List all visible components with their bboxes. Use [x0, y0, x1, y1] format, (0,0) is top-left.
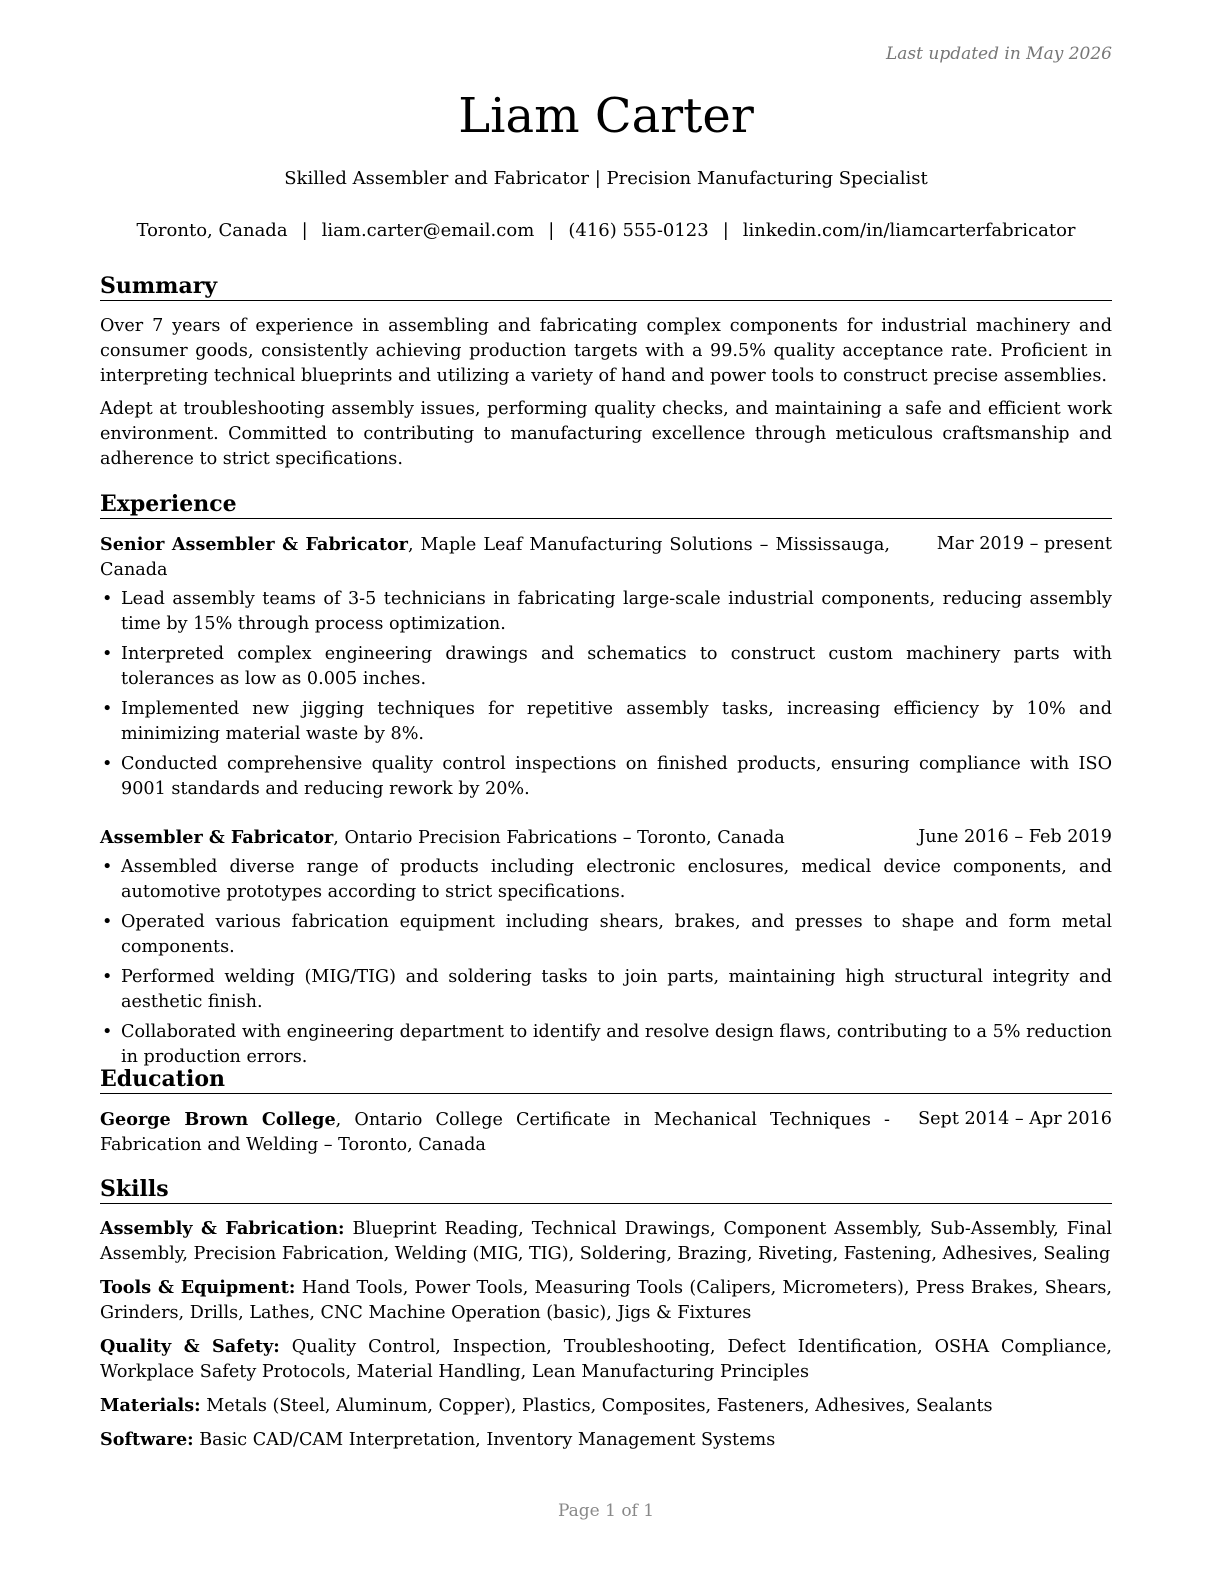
skill-category: Materials: — [100, 1395, 201, 1416]
job-bullets — [100, 587, 1112, 802]
skill-category: Software: — [100, 1429, 194, 1450]
candidate-name: Liam Carter — [458, 88, 754, 144]
bullet-icon: • — [102, 1022, 113, 1042]
job-bullets — [100, 855, 1112, 1070]
skill-category: Assembly & Fabrication: — [100, 1218, 345, 1239]
list-item — [100, 587, 1112, 637]
summary-section — [100, 314, 1112, 472]
bullet-text: Assembled diverse range of products including electronic enclosures, medical device components, and automotive prototypes according to strict specifications. — [121, 857, 1112, 902]
list-item — [100, 910, 1112, 960]
bullet-text: Operated various fabrication equipment including shears, brakes, and presses to shape and form metal components. — [121, 912, 1112, 957]
job-entry — [100, 532, 1112, 807]
contact-line — [100, 218, 1112, 244]
list-item — [100, 752, 1112, 802]
education-header — [100, 1107, 1112, 1158]
contact-location: Toronto, Canada — [136, 220, 288, 241]
list-item — [100, 697, 1112, 747]
contact-linkedin[interactable]: linkedin.com/in/liamcarterfabricator — [742, 220, 1076, 241]
bullet-text: Lead assembly teams of 3-5 technicians in fabricating large-scale industrial components, reducing assembly time by 15% through process optimization. — [121, 589, 1112, 634]
job-company: , Maple Leaf Manufacturing Solutions – Mississauga, Canada — [100, 535, 890, 580]
school-name: George Brown College — [100, 1109, 336, 1130]
list-item — [100, 855, 1112, 905]
last-updated-note: Last updated in May 2026 — [885, 44, 1112, 64]
summary-paragraph: Adept at troubleshooting assembly issues, performing quality checks, and maintaining a safe and efficient work environment. Committed to contributing to manufacturing excellence through meticulous craftsmanship and adherence to strict specifications. — [100, 399, 1112, 469]
skill-row — [100, 1427, 1112, 1453]
bullet-icon: • — [102, 912, 113, 932]
skill-list: Basic CAD/CAM Interpretation, Inventory Management Systems — [193, 1430, 776, 1450]
list-item — [100, 965, 1112, 1015]
education-entry — [100, 1107, 1112, 1158]
bullet-icon: • — [102, 589, 113, 609]
contact-separator: | — [301, 220, 308, 241]
section-title-education: Education — [100, 1065, 1112, 1094]
bullet-icon: • — [102, 967, 113, 987]
skill-list: Quality Control, Inspection, Troubleshooting, Defect Identification, OSHA Compliance, Workplace Safety Protocols, Material Handling, Lean Manufacturing Principles — [100, 1337, 1112, 1382]
contact-email[interactable]: liam.carter@email.com — [321, 220, 535, 241]
skill-list: Metals (Steel, Aluminum, Copper), Plastics, Composites, Fasteners, Adhesives, Sealants — [200, 1396, 993, 1416]
contact-phone[interactable]: (416) 555-0123 — [568, 220, 709, 241]
job-company: , Ontario Precision Fabrications – Toronto, Canada — [333, 828, 785, 848]
bullet-text: Conducted comprehensive quality control inspections on finished products, ensuring compliance with ISO 9001 standards and reducing rework by 20%. — [121, 754, 1112, 799]
bullet-text: Interpreted complex engineering drawings and schematics to construct custom machinery parts with tolerances as low as 0.005 inches. — [121, 644, 1112, 689]
job-entry — [100, 825, 1112, 1075]
bullet-icon: • — [102, 754, 113, 774]
section-title-experience: Experience — [100, 490, 1112, 519]
bullet-text: Collaborated with engineering department to identify and resolve design flaws, contributing to a 5% reduction in production errors. — [121, 1022, 1112, 1067]
skill-row — [100, 1275, 1112, 1326]
section-title-summary: Summary — [100, 272, 1112, 301]
education-dates: Sept 2014 – Apr 2016 — [918, 1109, 1112, 1129]
summary-paragraph: Over 7 years of experience in assembling and fabricating complex components for industrial machinery and consumer goods, consistently achieving production targets with a 99.5% quality acceptance rate. Proficient in interpreting technical blueprints and utilizing a variety of hand and power tools to construct precise assemblies. — [100, 316, 1112, 386]
skill-row — [100, 1216, 1112, 1267]
list-item — [100, 642, 1112, 692]
skill-category: Quality & Safety: — [100, 1336, 280, 1357]
section-title-skills: Skills — [100, 1175, 1112, 1204]
bullet-icon: • — [102, 857, 113, 877]
job-dates: Mar 2019 – present — [936, 534, 1112, 554]
bullet-text: Performed welding (MIG/TIG) and soldering tasks to join parts, maintaining high structural integrity and aesthetic finish. — [121, 967, 1112, 1012]
job-role: Assembler & Fabricator — [100, 827, 334, 848]
skill-row — [100, 1334, 1112, 1385]
headline: Skilled Assembler and Fabricator | Precision Manufacturing Specialist — [284, 168, 928, 189]
skill-row — [100, 1393, 1112, 1419]
job-header — [100, 532, 1112, 583]
page-number: Page 1 of 1 — [557, 1501, 655, 1521]
skill-list: Blueprint Reading, Technical Drawings, Component Assembly, Sub-Assembly, Final Assembly, Precision Fabrication, Welding (MIG, TIG), Soldering, Brazing, Riveting, Fastening, Adhesives, Sealing — [100, 1219, 1112, 1264]
job-dates: June 2016 – Feb 2019 — [918, 827, 1112, 847]
skill-category: Tools & Equipment: — [100, 1277, 296, 1298]
contact-separator: | — [722, 220, 729, 241]
skill-list: Hand Tools, Power Tools, Measuring Tools (Calipers, Micrometers), Press Brakes, Shears, Grinders, Drills, Lathes, CNC Machine Operation (basic), Jigs & Fixtures — [100, 1278, 1112, 1323]
list-item — [100, 1020, 1112, 1070]
job-role: Senior Assembler & Fabricator — [100, 534, 408, 555]
bullet-text: Implemented new jigging techniques for repetitive assembly tasks, increasing efficiency by 10% and minimizing material waste by 8%. — [121, 699, 1112, 744]
bullet-icon: • — [102, 644, 113, 664]
contact-separator: | — [548, 220, 555, 241]
bullet-icon: • — [102, 699, 113, 719]
job-header — [100, 825, 1112, 851]
skills-section — [100, 1216, 1112, 1461]
education-details: , Ontario College Certificate in Mechanical Techniques - Fabrication and Welding – Toronto, Canada — [100, 1110, 890, 1155]
